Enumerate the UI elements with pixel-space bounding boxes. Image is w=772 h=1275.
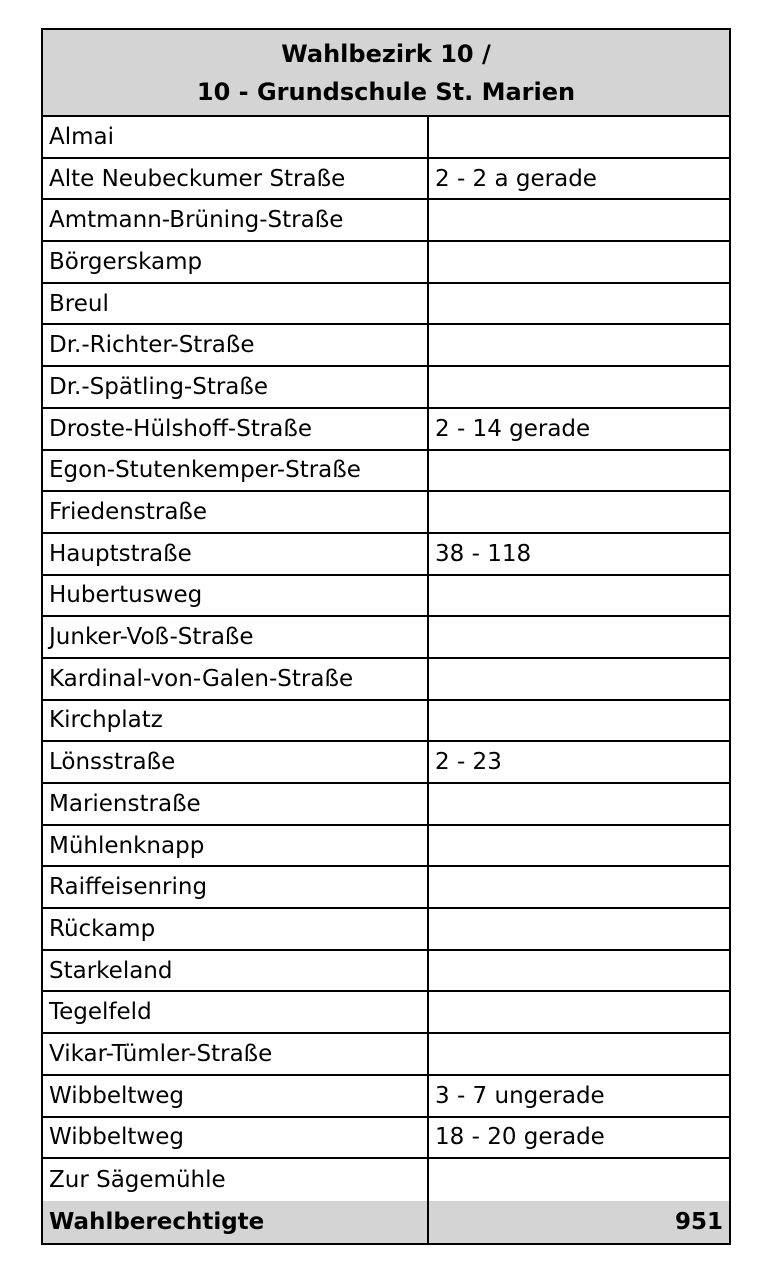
table-row <box>43 492 729 534</box>
house-numbers <box>429 451 729 491</box>
house-numbers <box>429 284 729 324</box>
house-numbers: 2 - 2 a gerade <box>435 165 597 192</box>
house-numbers: 2 - 23 <box>435 749 502 776</box>
house-numbers <box>429 117 729 157</box>
street-name: Tegelfeld <box>43 992 429 1032</box>
street-name: Vikar-Tümler-Straße <box>43 1034 429 1074</box>
table-row <box>43 909 729 951</box>
table-row <box>43 701 729 743</box>
table-row <box>43 284 729 326</box>
table-row <box>43 325 729 367</box>
house-numbers <box>429 909 729 949</box>
house-numbers <box>429 784 729 824</box>
street-name: Marienstraße <box>43 784 429 824</box>
total-row <box>43 1201 729 1243</box>
district-table <box>41 28 731 1245</box>
street-name: Lönsstraße <box>43 742 429 782</box>
table-row <box>43 1034 729 1076</box>
street-name: Rückamp <box>43 909 429 949</box>
house-numbers <box>429 867 729 907</box>
street-name: Dr.-Spätling-Straße <box>43 367 429 407</box>
house-numbers <box>429 242 729 282</box>
street-name: Egon-Stutenkemper-Straße <box>43 451 429 491</box>
table-header <box>43 30 729 117</box>
house-numbers <box>429 951 729 991</box>
house-numbers <box>429 200 729 240</box>
street-name: Zur Sägemühle <box>43 1159 429 1201</box>
street-name: Hubertusweg <box>43 576 429 616</box>
table-row <box>43 951 729 993</box>
table-row <box>43 576 729 618</box>
table-row <box>43 1076 729 1118</box>
house-numbers <box>429 992 729 1032</box>
table-row <box>43 117 729 159</box>
street-name: Hauptstraße <box>43 534 429 574</box>
street-name: Amtmann-Brüning-Straße <box>43 200 429 240</box>
street-name: Kirchplatz <box>43 701 429 741</box>
table-row <box>43 617 729 659</box>
street-name: Börgerskamp <box>43 242 429 282</box>
table-row <box>43 451 729 493</box>
street-name: Raiffeisenring <box>43 867 429 907</box>
street-name: Breul <box>43 284 429 324</box>
total-label: Wahlberechtigte <box>43 1201 429 1243</box>
street-name: Almai <box>43 117 429 157</box>
street-name: Kardinal-von-Galen-Straße <box>43 659 429 699</box>
street-name: Alte Neubeckumer Straße <box>43 159 429 199</box>
house-numbers <box>429 576 729 616</box>
house-numbers: 3 - 7 ungerade <box>435 1082 605 1109</box>
header-subtitle: 10 - Grundschule St. Marien <box>196 77 576 106</box>
house-numbers: 2 - 14 gerade <box>435 415 591 442</box>
house-numbers <box>429 826 729 866</box>
street-name: Droste-Hülshoff-Straße <box>43 409 429 449</box>
house-numbers: 18 - 20 gerade <box>435 1124 605 1151</box>
house-numbers <box>429 492 729 532</box>
table-row <box>43 1118 729 1160</box>
table-row <box>43 784 729 826</box>
table-row <box>43 659 729 701</box>
street-list <box>43 117 729 1201</box>
street-name: Friedenstraße <box>43 492 429 532</box>
table-row <box>43 992 729 1034</box>
table-row <box>43 826 729 868</box>
street-name: Starkeland <box>43 951 429 991</box>
house-numbers <box>429 701 729 741</box>
table-row <box>43 867 729 909</box>
house-numbers <box>429 1034 729 1074</box>
table-row <box>43 409 729 451</box>
street-name: Mühlenknapp <box>43 826 429 866</box>
house-numbers <box>429 617 729 657</box>
table-row <box>43 1159 729 1201</box>
street-name: Junker-Voß-Straße <box>43 617 429 657</box>
street-name: Dr.-Richter-Straße <box>43 325 429 365</box>
house-numbers <box>429 367 729 407</box>
table-row <box>43 159 729 201</box>
house-numbers <box>429 659 729 699</box>
house-numbers <box>429 325 729 365</box>
house-numbers <box>429 1159 729 1201</box>
table-row <box>43 534 729 576</box>
table-row <box>43 200 729 242</box>
street-name: Wibbeltweg <box>43 1076 429 1116</box>
table-row <box>43 367 729 409</box>
total-value: 951 <box>674 1208 723 1235</box>
street-name: Wibbeltweg <box>43 1118 429 1158</box>
table-row <box>43 742 729 784</box>
table-row <box>43 242 729 284</box>
header-title: Wahlbezirk 10 / <box>281 39 491 68</box>
house-numbers: 38 - 118 <box>435 540 532 567</box>
